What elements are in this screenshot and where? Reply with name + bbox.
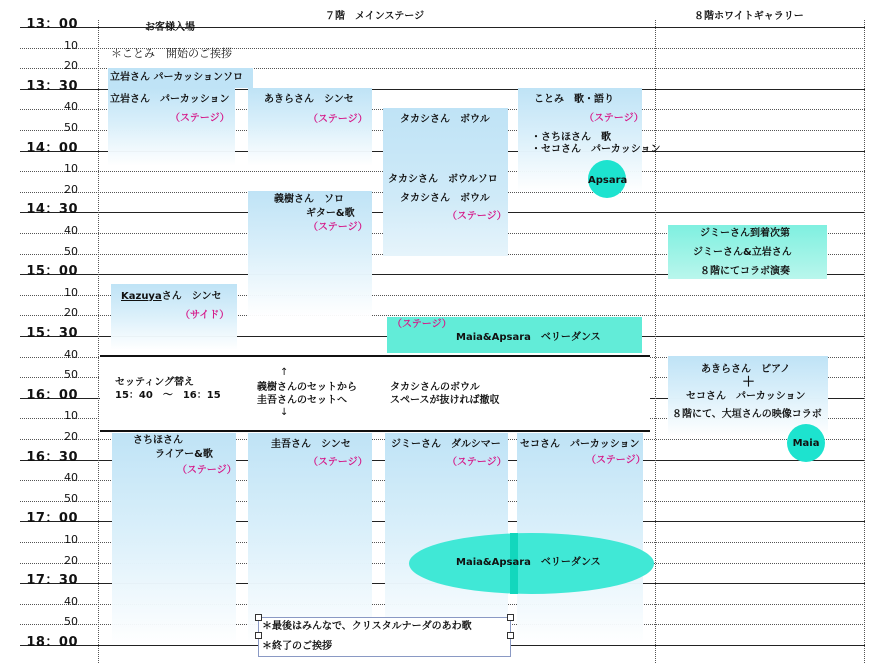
hour-label: 13：00 (26, 17, 78, 32)
opening-note: ＊ことみ 開始のご挨拶 (111, 47, 232, 60)
minute-label: 10 (64, 286, 78, 299)
minute-label: 10 (64, 39, 78, 52)
seko-stage-label: （ステージ） (586, 455, 646, 466)
minute-label: 10 (64, 162, 78, 175)
setting-bowl-note: タカシさんのボウル (390, 382, 480, 393)
minute-label: 40 (64, 100, 78, 113)
keigo-label: 圭吾さん シンセ (271, 439, 351, 450)
akira-stage-label: （ステージ） (308, 114, 368, 125)
minute-label: 20 (64, 183, 78, 196)
gallery-akira-label: あきらさん ピアノ (701, 364, 791, 375)
gallery-header: ８階ホワイトギャラリー (694, 11, 804, 22)
sachiho-instrument-label: ライアー&歌 (155, 449, 213, 460)
setting-bottom-rule (100, 430, 650, 432)
seko-perc-label: ・セコさん パーカッション (531, 144, 661, 155)
hour-label: 18：00 (26, 635, 78, 650)
takashi-solo-label: タカシさん ボウルソロ (388, 174, 498, 185)
gallery-plus: ＋ (742, 375, 756, 390)
yoshiki-instrument-label: ギター&歌 (306, 208, 355, 219)
kazuya-side-label: （サイド） (180, 310, 230, 321)
sachiho-stage-label: （ステージ） (177, 465, 237, 476)
doors-open-note: お客様入場 (145, 22, 195, 33)
setting-title: セッティング替え (115, 377, 194, 388)
selection-handle (507, 632, 514, 639)
apsara-label: Apsara (588, 175, 628, 186)
minute-label: 40 (64, 471, 78, 484)
takashi-stage-label: （ステージ） (447, 211, 507, 222)
hour-label: 14：00 (26, 141, 78, 156)
minute-label: 40 (64, 595, 78, 608)
gallery-seko-label: セコさん パーカッション (686, 391, 806, 402)
kotomi-label: ことみ 歌・語り (534, 94, 614, 105)
minute-label: 20 (64, 306, 78, 319)
sachiho-label: さちほさん (133, 435, 183, 446)
minute-label: 20 (64, 430, 78, 443)
minute-label: 20 (64, 554, 78, 567)
column-divider (655, 20, 656, 663)
setting-swap-from: 義樹さんのセットから (257, 382, 357, 393)
gallery-video-collab: ８階にて、大垣さんの映像コラボ (672, 409, 822, 420)
setting-time: 15：40 ～ 16：15 (115, 390, 221, 401)
main-stage-header: ７階 メインステージ (325, 11, 425, 22)
yoshiki-label: 義樹さん ソロ (274, 194, 344, 205)
selection-handle (507, 614, 514, 621)
gallery-collab-note: ８階にてコラボ演奏 (700, 266, 790, 277)
minute-label: 50 (64, 368, 78, 381)
setting-swap-to: 圭吾さんのセットへ (257, 395, 347, 406)
column-divider (864, 20, 865, 663)
jimmy-label: ジミーさん ダルシマー (391, 439, 501, 450)
jimmy-stage-label: （ステージ） (447, 457, 507, 468)
selection-handle (255, 614, 262, 621)
arrow-down: ↓ (280, 407, 289, 418)
minute-label: 50 (64, 245, 78, 258)
minute-label: 50 (64, 121, 78, 134)
sachiho-song-label: ・さちほさん 歌 (531, 132, 611, 143)
closing-song-note: ＊最後はみんなで、クリスタルナーダのあわ歌 (262, 621, 472, 632)
hour-label: 14：30 (26, 202, 78, 217)
minute-label: 20 (64, 59, 78, 72)
takashi-label: タカシさん ボウル (400, 114, 490, 125)
seko-label: セコさん パーカッション (520, 439, 640, 450)
closing-greeting-note: ＊終了のご挨拶 (262, 641, 332, 652)
yoshiki-stage-label: （ステージ） (308, 222, 368, 233)
hour-label: 17：00 (26, 511, 78, 526)
hour-label: 15：30 (26, 326, 78, 341)
tateiwa-stage-label: （ステージ） (170, 113, 230, 124)
minute-label: 10 (64, 409, 78, 422)
maia-label: Maia (792, 438, 820, 449)
minute-label: 50 (64, 615, 78, 628)
belly-dance-stage-label: （ステージ） (392, 319, 452, 330)
kazuya-label: Kazuyaさん シンセ (121, 291, 222, 302)
setting-bowl-remove-note: スペースが抜ければ撤収 (390, 395, 500, 406)
akira-label: あきらさん シンセ (264, 94, 354, 105)
hour-label: 16：30 (26, 450, 78, 465)
minute-label: 40 (64, 224, 78, 237)
belly-dance-2-label: Maia&Apsara ベリーダンス (456, 557, 601, 568)
column-divider (98, 20, 99, 663)
minute-label: 10 (64, 533, 78, 546)
gallery-jimmy-duo: ジミーさん&立岩さん (693, 247, 792, 258)
hour-label: 17：30 (26, 573, 78, 588)
tateiwa-perc-label: 立岩さん パーカッション (110, 94, 230, 105)
minute-label: 50 (64, 492, 78, 505)
belly-dance-label: Maia&Apsara ベリーダンス (456, 332, 601, 343)
selection-handle (255, 632, 262, 639)
keigo-stage-label: （ステージ） (308, 457, 368, 468)
gallery-jimmy-arrival: ジミーさん到着次第 (700, 228, 790, 239)
hour-label: 16：00 (26, 388, 78, 403)
minute-label: 40 (64, 348, 78, 361)
hour-label: 15：00 (26, 264, 78, 279)
tateiwa-solo-label: 立岩さん パーカッションソロ (110, 72, 243, 83)
arrow-up: ↑ (280, 367, 289, 378)
takashi-bowl2-label: タカシさん ボウル (400, 193, 490, 204)
kotomi-stage-label: （ステージ） (584, 113, 644, 124)
hour-label: 13：30 (26, 79, 78, 94)
